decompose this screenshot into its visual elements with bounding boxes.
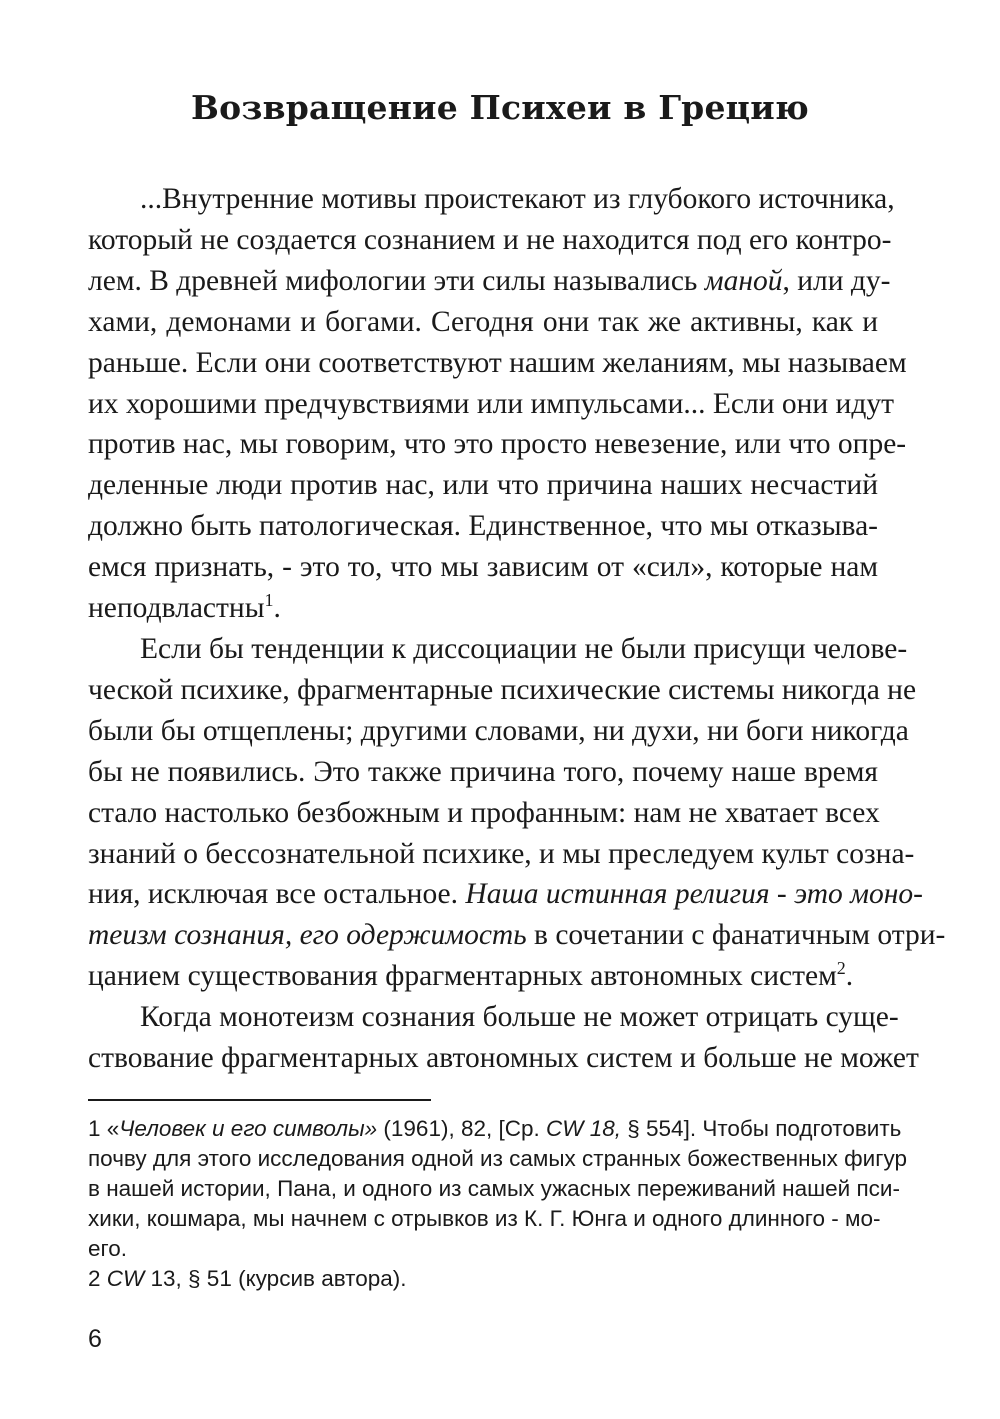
text-line xyxy=(88,915,946,956)
text-run: Когда монотеизм сознания больше не может отрицать суще- xyxy=(140,1001,899,1034)
text-line xyxy=(88,1264,878,1294)
text-run: 1 « xyxy=(88,1116,120,1141)
text-line xyxy=(88,711,909,752)
text-line xyxy=(88,179,895,220)
text-run: лем. В древней мифологии эти силы назывались xyxy=(88,264,705,297)
text-run: были бы отщеплены; другими словами, ни духи, ни боги никогда xyxy=(88,714,909,747)
text-run: против нас, мы говорим, что это просто невезение, или что опре- xyxy=(88,428,907,461)
text-run: который не создается сознанием и не находится под его контро- xyxy=(88,223,892,256)
text-run: Если бы тенденции к диссоциации не были присущи челове- xyxy=(140,632,908,665)
text-run: 13, § 51 (курсив автора). xyxy=(144,1266,407,1291)
text-run: . xyxy=(845,960,854,993)
text-line xyxy=(88,465,878,506)
text-run: ...Внутренние мотивы проистекают из глубокого источника, xyxy=(140,183,895,215)
text-line xyxy=(88,997,899,1038)
text-line xyxy=(88,1144,907,1174)
italic-text: CW xyxy=(106,1266,145,1291)
text-line xyxy=(88,1114,902,1144)
text-run: хики, кошмара, мы начнем с отрывков из К. Г. Юнга и одного длинного - мо- xyxy=(88,1206,881,1231)
text-line xyxy=(88,752,878,793)
page-number: 6 xyxy=(88,1325,102,1353)
text-line xyxy=(88,629,908,670)
text-line xyxy=(88,588,878,629)
text-run: неподвластны xyxy=(88,592,265,625)
italic-text: Наша истинная религия - это моно- xyxy=(465,878,923,911)
footnote-1 xyxy=(88,1114,907,1264)
text-run: в сочетании с фанатичным отри- xyxy=(526,919,946,952)
text-line xyxy=(88,874,923,915)
italic-text: Человек и его символы» xyxy=(119,1116,378,1141)
text-line xyxy=(88,1204,881,1234)
text-run: его. xyxy=(88,1236,127,1261)
text-line xyxy=(88,547,878,588)
text-line xyxy=(88,220,892,261)
text-run: стало настолько безбожным и профанным: нам не хватает всех xyxy=(88,796,880,829)
paragraph-1 xyxy=(88,179,907,629)
text-run: деленные люди против нас, или что причина наших несчастий xyxy=(88,469,878,502)
text-run: емся признать, - это то, что мы зависим от «сил», которые нам xyxy=(88,551,878,584)
text-run: ствование фрагментарных автономных систем и больше не может xyxy=(88,1042,919,1075)
text-run: их хорошими предчувствиями или импульсами... Если они идут xyxy=(88,387,894,420)
text-line xyxy=(88,1038,919,1079)
text-line xyxy=(88,343,907,384)
text-line xyxy=(88,1174,900,1204)
text-line xyxy=(88,1234,878,1264)
text-run: ческой психике, фрагментарные психические системы никогда не xyxy=(88,673,917,706)
text-line xyxy=(88,261,891,302)
text-run: ния, исключая все остальное. xyxy=(88,878,466,911)
footnote-divider xyxy=(88,1099,431,1101)
chapter-title: Возвращение Психеи в Грецию xyxy=(191,88,809,127)
text-run: в нашей истории, Пана, и одного из самых ужасных переживаний нашей пси- xyxy=(88,1176,900,1201)
italic-text: маной xyxy=(704,264,783,297)
text-run: 2 xyxy=(88,1266,107,1291)
text-run: § 554]. Чтобы подготовить xyxy=(621,1116,902,1141)
italic-text: теизм сознания, его одержимость xyxy=(88,919,527,952)
text-run: (1961), 82, [Ср. xyxy=(377,1116,546,1141)
paragraph-2 xyxy=(88,629,946,997)
text-run: знаний о бессознательной психике, и мы преследуем культ созна- xyxy=(88,837,915,870)
text-line xyxy=(88,834,915,875)
text-run: бы не появились. Это также причина того, почему наше время xyxy=(88,755,878,788)
text-run: , или ду- xyxy=(782,264,891,297)
text-line xyxy=(88,302,878,343)
footnote-2 xyxy=(88,1264,878,1294)
text-line xyxy=(88,956,878,997)
text-run: . xyxy=(273,592,281,625)
body-text xyxy=(88,179,946,1079)
text-line xyxy=(88,384,894,425)
text-line xyxy=(88,424,907,465)
text-run: раньше. Если они соответствуют нашим желаниям, мы называем xyxy=(88,346,907,379)
italic-text: CW 18, xyxy=(546,1116,622,1141)
footnote-ref: 1 xyxy=(264,590,274,611)
footnotes xyxy=(88,1114,907,1294)
paragraph-3 xyxy=(88,997,919,1079)
footnote-ref: 2 xyxy=(836,958,846,979)
text-run: цанием существования фрагментарных автономных систем xyxy=(88,960,837,993)
text-line xyxy=(88,793,878,834)
text-run: должно быть патологическая. Единственное, что мы отказыва- xyxy=(88,510,878,543)
text-run: хами, демонами и богами. Сегодня они так же активны, как и xyxy=(88,305,878,338)
text-line xyxy=(88,506,878,547)
text-line xyxy=(88,670,917,711)
text-run: почву для этого исследования одной из самых странных божественных фигур xyxy=(88,1146,907,1171)
